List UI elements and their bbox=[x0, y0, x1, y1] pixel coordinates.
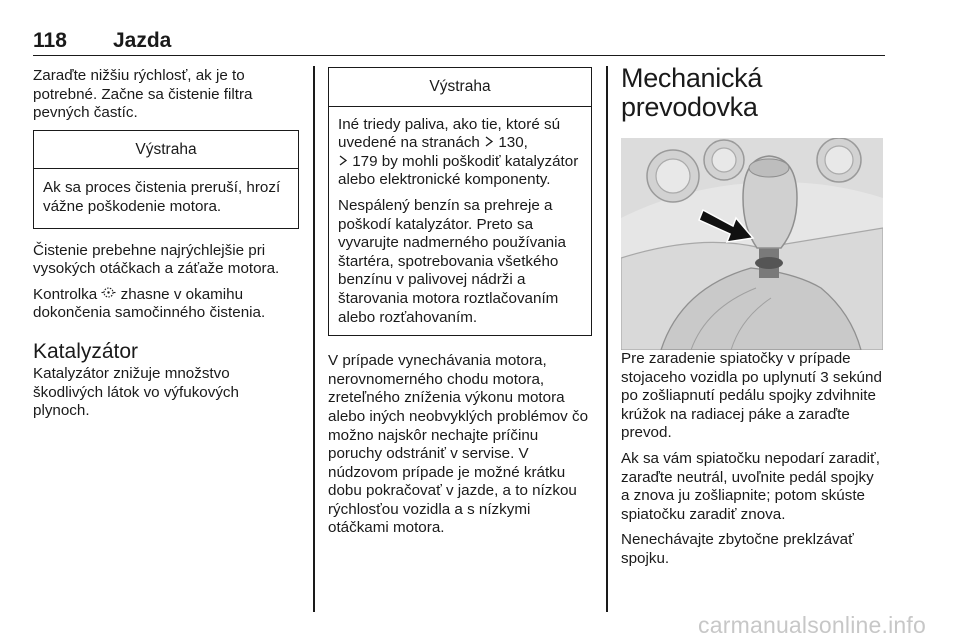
cleaning-paragraph: Čistenie prebehne najrýchlejšie pri vysokých otáčkach a záťaže motora. bbox=[33, 241, 280, 278]
warning-text: Ak sa proces čistenia preruší, hrozí vážne poškodenie motora. bbox=[43, 179, 281, 215]
column-divider-1 bbox=[313, 66, 315, 612]
section-title: Jazda bbox=[113, 29, 172, 52]
column-3 bbox=[621, 63, 883, 576]
warning-paragraph-2: Nespálený benzín sa prehreje a poškodí katalyzátor. Preto sa vyvarujte nadmerného používania štartéra, spotrebovania všetkého benzínu v palivovej nádrži a štarovania motora roztlačovaním alebo rozťahovaním. bbox=[338, 196, 566, 326]
page-header bbox=[33, 29, 885, 56]
page-reference-icon bbox=[484, 134, 494, 153]
warning-paragraph-1: Iné triedy paliva, ako tie, ktoré sú uvedené na stranách 130, 179 by mohli poškodiť katalyzátor alebo elektronické komponenty. bbox=[338, 115, 579, 189]
catalyst-heading: Katalyzátor bbox=[33, 339, 139, 363]
gearbox-heading: Mechanická prevodovka bbox=[621, 63, 763, 122]
gear-lever-illustration bbox=[621, 138, 883, 350]
reverse-retry-paragraph: Ak sa vám spiatočku nepodarí zaradiť, zaraďte neutrál, uvoľnite pedál spojky a znova ju zošliapnite; potom skúste spiatočku zaradiť znova. bbox=[621, 449, 880, 523]
catalyst-paragraph: Katalyzátor znižuje množstvo škodlivých látok vo výfukových plynoch. bbox=[33, 364, 239, 420]
particle-filter-warning-icon bbox=[101, 286, 116, 305]
column-1 bbox=[33, 67, 299, 428]
warning-box bbox=[33, 130, 299, 229]
column-2 bbox=[328, 67, 592, 545]
warning-box-catalyst bbox=[328, 67, 592, 336]
column-divider-2 bbox=[606, 66, 608, 612]
warning-title: Výstraha bbox=[329, 68, 591, 107]
page-number: 118 bbox=[33, 29, 67, 52]
page-reference-icon bbox=[338, 153, 348, 172]
clutch-paragraph: Nenechávajte zbytočne preklzávať spojku. bbox=[621, 531, 854, 567]
reverse-gear-paragraph: Pre zaradenie spiatočky v prípade stojaceho vozidla po uplynutí 3 sekúnd po zošliapnutí pedálu spojky zdvihnite krúžok na radiacej páke a zaraďte prevod. bbox=[621, 350, 882, 442]
misfire-paragraph: V prípade vynechávania motora, nerovnomerného chodu motora, zreteľného zníženia výkonu motora alebo iných neobvyklých problémov čo možno najskôr nechajte príčinu poruchy odstrániť v servise. V núdzovom prípade je možné krátku dobu pokračovať v jazde, a to nízkou rýchlosťou vozidla a s nízkymi otáčkami motora. bbox=[328, 352, 589, 537]
intro-paragraph: Zaraďte nižšiu rýchlosť, ak je to potrebné. Začne sa čistenie filtra pevných častíc. bbox=[33, 67, 253, 122]
watermark: carmanualsonline.info bbox=[698, 612, 926, 638]
warning-title: Výstraha bbox=[34, 131, 298, 170]
indicator-paragraph: Kontrolka zhasne v okamihu dokončenia samočinného čistenia. bbox=[33, 285, 266, 322]
